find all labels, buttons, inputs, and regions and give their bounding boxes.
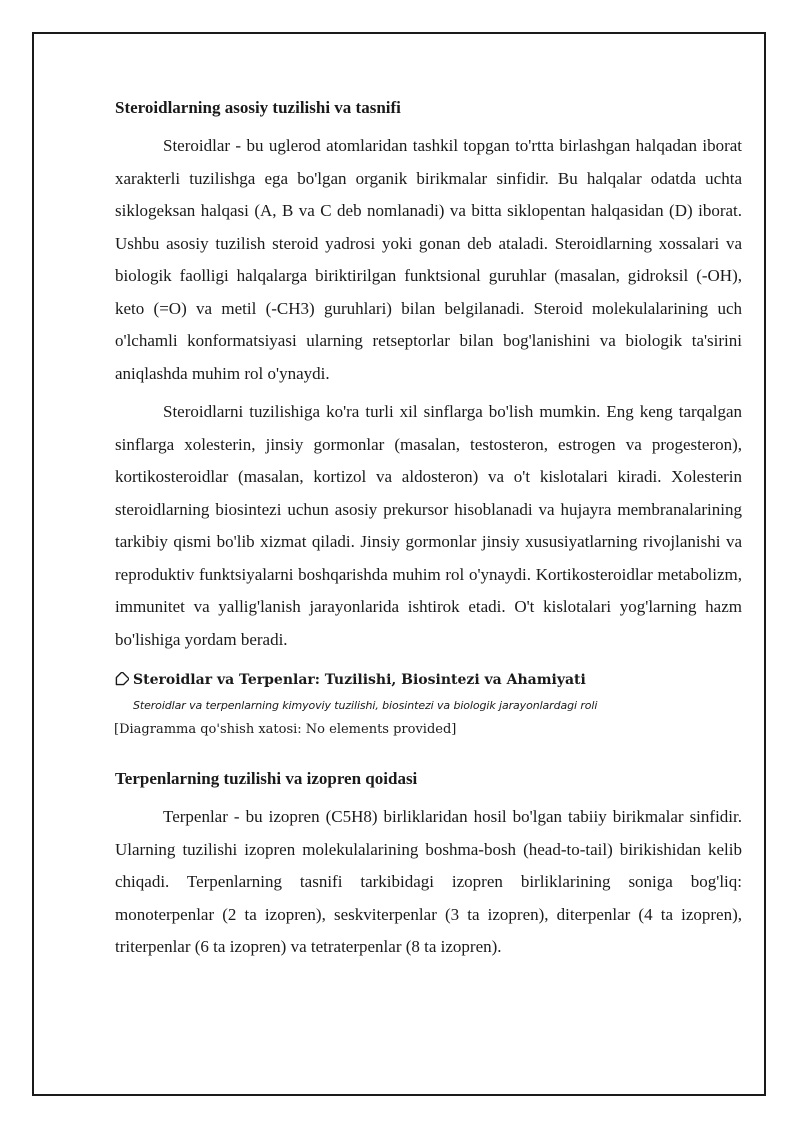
section-heading-steroids: Steroidlarning asosiy tuzilishi va tasnifi <box>115 98 401 117</box>
diagram-placeholder <box>115 670 742 739</box>
tag-icon <box>113 672 129 688</box>
paragraph-steroid-classes: Steroidlarni tuzilishiga ko'ra turli xil sinflarga bo'lish mumkin. Eng keng tarqalgan sinflarga xolesterin, jinsiy gormonlar (masalan, testosteron, estrogen va progesteron), kortikosteroidlar (masalan, kortizol va aldosteron) va o't kislotalari kiradi. Xolesterin steroidlarning biosintezi uchun asosiy prekursor hisoblanadi va hujayra membranalarining tarkibiy qismi bo'lib xizmat qiladi. Jinsiy gormonlar jinsiy xususiyatlarning rivojlanishi va reproduktiv funktsiyalarni boshqarishda muhim rol o'ynaydi. Kortikosteroidlar metabolizm, immunitet va yallig'lanish jarayonlarida ishtirok etadi. O't kislotalari yog'larning hazm bo'lishiga yordam beradi. <box>115 402 742 649</box>
section-heading-terpenes: Terpenlarning tuzilishi va izopren qoidasi <box>115 769 418 788</box>
paragraph-steroid-structure: Steroidlar - bu uglerod atomlaridan tashkil topgan to'rtta birlashgan halqadan iborat xarakterli tuzilishga ega bo'lgan organik birikmalar sinfidir. Bu halqalar odatda uchta siklogeksan halqasi (A, B va C deb nomlanadi) va bitta siklopentan halqasidan (D) iborat. Ushbu asosiy tuzilish steroid yadrosi yoki gonan deb ataladi. Steroidlarning xossalari va biologik faolligi halqalarga biriktirilgan funktsional guruhlar (masalan, gidroksil (-OH), keto (=O) va metil (-CH3) guruhlari) bilan belgilanadi. Steroid molekulalarining uch o'lchamli konformatsiyasi ularning retseptorlar bilan bog'lanishini va biologik ta'sirini aniqlashda muhim rol o'ynaydi. <box>115 136 742 383</box>
diagram-error-message: [Diagramma qo'shish xatosi: No elements provided] <box>114 722 457 737</box>
diagram-subtitle: Steroidlar va terpenlarning kimyoviy tuzilishi, biosintezi va biologik jarayonlardagi roli <box>133 699 598 712</box>
diagram-title-row <box>113 670 742 690</box>
document-body <box>115 96 742 970</box>
paragraph-terpene-structure: Terpenlar - bu izopren (C5H8) birliklaridan hosil bo'lgan tabiiy birikmalar sinfidir. Ularning tuzilishi izopren molekulalarining boshma-bosh (head-to-tail) birikishidan kelib chiqadi. Terpenlarning tasnifi tarkibidagi izopren birliklarining soniga bog'liq: monoterpenlar (2 ta izopren), seskviterpenlar (3 ta izopren), diterpenlar (4 ta izopren), triterpenlar (6 ta izopren) va tetraterpenlar (8 ta izopren). <box>115 807 742 956</box>
diagram-title: Steroidlar va Terpenlar: Tuzilishi, Biosintezi va Ahamiyati <box>133 672 586 688</box>
